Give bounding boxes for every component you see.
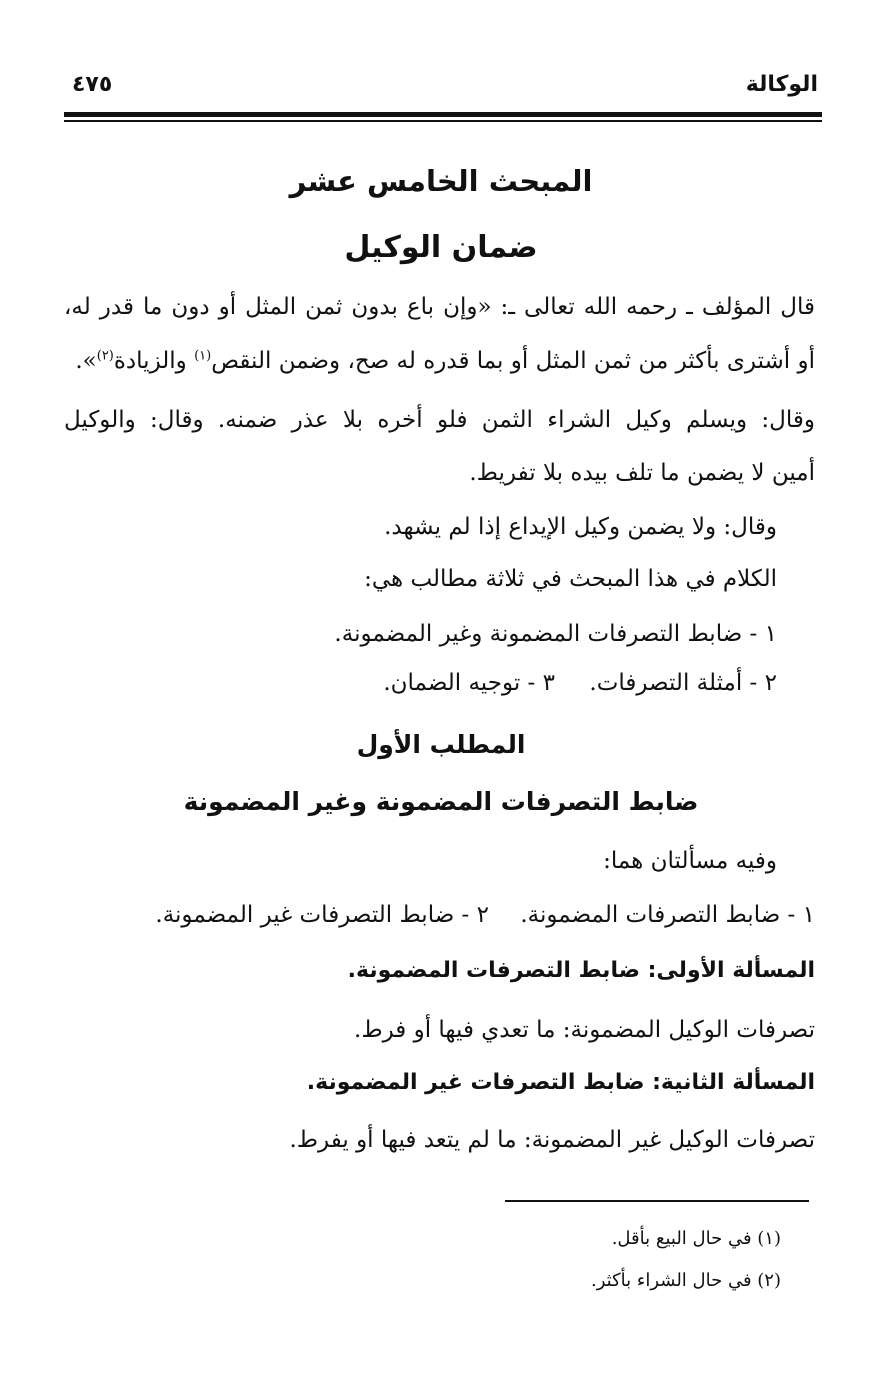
paragraph-1-text-a: أو أشترى بأكثر من ثمن المثل أو بما قدره له صح، وضمن النقص (211, 348, 815, 374)
list-item-3: ٣ - توجيه الضمان. (383, 670, 555, 696)
running-header (64, 72, 818, 112)
paragraph-5: وفيه مسألتان هما: (603, 848, 777, 874)
masala-2-title: المسألة الثانية: ضابط التصرفات غير المضمونة. (306, 1070, 815, 1095)
paragraph-2-line-2: أمين لا يضمن ما تلف بيده بلا تفريط. (469, 460, 815, 486)
masala-2-text: تصرفات الوكيل غير المضمونة: ما لم يتعد فيها أو يفرط. (289, 1127, 815, 1153)
paragraph-4: الكلام في هذا المبحث في ثلاثة مطالب هي: (364, 566, 777, 592)
question-list-row (155, 902, 815, 928)
paragraph-1-text-b: والزيادة (113, 348, 195, 374)
header-rule-thick (64, 112, 822, 117)
masala-1-title: المسألة الأولى: ضابط التصرفات المضمونة. (347, 958, 815, 983)
header-rule-thin (64, 120, 822, 122)
footnote-1: (١) في حال البيع بأقل. (611, 1228, 781, 1249)
paragraph-2-line-1: وقال: ويسلم وكيل الشراء الثمن فلو أخره بلا عذر ضمنه. وقال: والوكيل (64, 407, 815, 433)
question-list-item-2: ٢ - ضابط التصرفات غير المضمونة. (155, 902, 489, 928)
list-item-2: ٢ - أمثلة التصرفات. (589, 670, 777, 696)
running-title: الوكالة (745, 72, 818, 97)
paragraph-1-text-c: ». (75, 348, 97, 374)
footnote-2: (٢) في حال الشراء بأكثر. (591, 1270, 781, 1291)
section-heading: المبحث الخامس عشر (289, 164, 593, 198)
section-title: ضمان الوكيل (344, 230, 538, 265)
list-item-1: ١ - ضابط التصرفات المضمونة وغير المضمونة. (334, 621, 777, 647)
paragraph-1-line-1: قال المؤلف ـ رحمه الله تعالى ـ: «وإن باع بدون ثمن المثل أو دون ما قدر له، (64, 294, 815, 320)
matlab-title: ضابط التصرفات المضمونة وغير المضمونة (183, 787, 699, 816)
paragraph-3: وقال: ولا يضمن وكيل الإيداع إذا لم يشهد. (384, 514, 777, 540)
masala-1-text: تصرفات الوكيل المضمونة: ما تعدي فيها أو فرط. (354, 1017, 815, 1043)
footnote-ref-1: (١) (194, 348, 212, 364)
matlab-heading: المطلب الأول (356, 730, 526, 759)
question-list-item-1: ١ - ضابط التصرفات المضمونة. (520, 902, 815, 928)
page-number: ٤٧٥ (72, 72, 113, 97)
list-row-2-3 (383, 670, 777, 696)
paragraph-1-line-2 (75, 346, 815, 376)
footnote-ref-2: (٢) (96, 348, 114, 364)
footnote-separator (505, 1200, 809, 1202)
